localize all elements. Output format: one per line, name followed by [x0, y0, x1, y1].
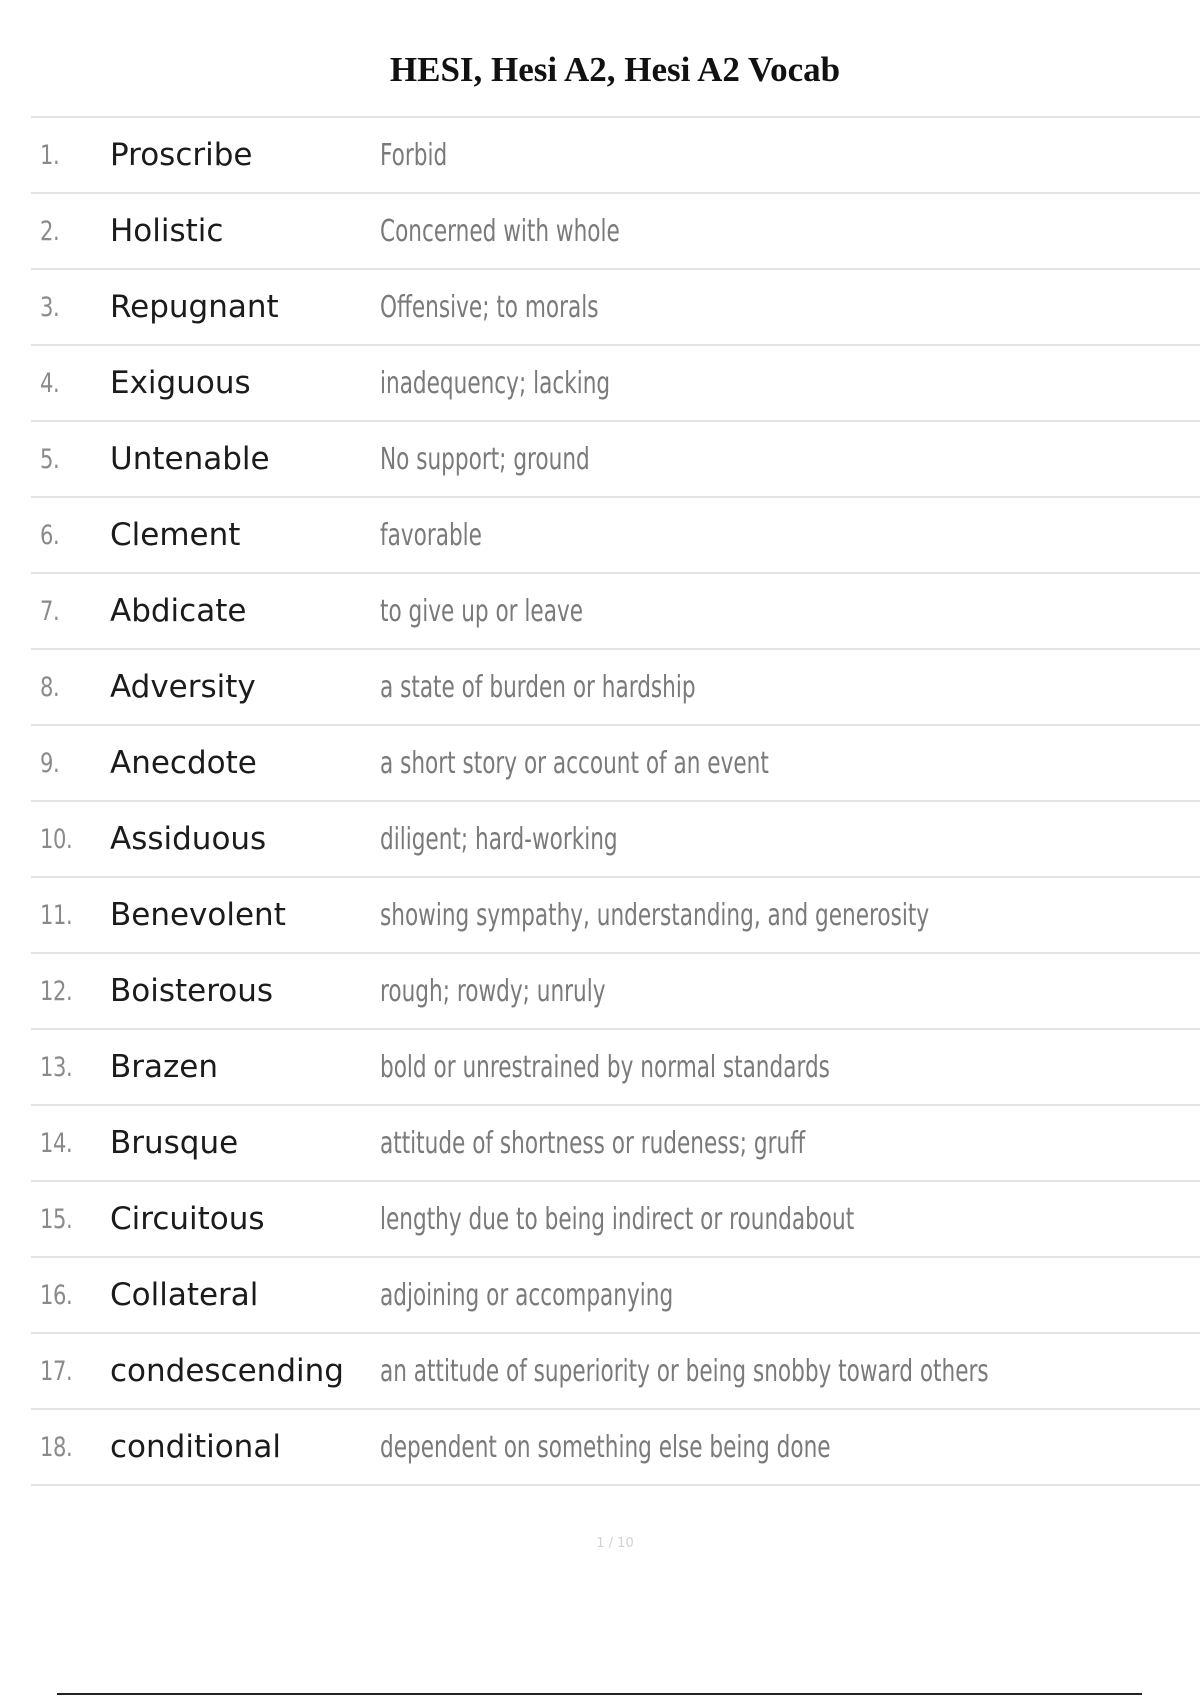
- row-number: 1.: [40, 139, 60, 171]
- table-row: [31, 194, 1200, 270]
- vocab-definition: Concerned with whole: [380, 213, 620, 249]
- vocab-definition: No support; ground: [380, 441, 590, 477]
- vocab-term: Proscribe: [110, 137, 253, 173]
- page-indicator: 1 / 10: [596, 1536, 634, 1551]
- table-row: [31, 954, 1200, 1030]
- vocab-definition: attitude of shortness or rudeness; gruff: [380, 1125, 806, 1161]
- row-number: 3.: [40, 291, 60, 323]
- vocab-term: Abdicate: [110, 593, 247, 629]
- table-row: [31, 422, 1200, 498]
- table-row: [31, 498, 1200, 574]
- row-number: 12.: [40, 975, 73, 1007]
- vocab-definition: an attitude of superiority or being snobby toward others: [380, 1353, 989, 1389]
- vocab-term: Circuitous: [110, 1201, 265, 1237]
- table-row: [31, 1410, 1200, 1486]
- vocab-term: Collateral: [110, 1277, 259, 1313]
- row-number: 6.: [40, 519, 60, 551]
- table-row: [31, 574, 1200, 650]
- vocab-term: Clement: [110, 517, 241, 553]
- page-title: HESI, Hesi A2, Hesi A2 Vocab: [389, 50, 841, 89]
- row-number: 18.: [40, 1431, 73, 1463]
- vocab-term: Exiguous: [110, 365, 251, 401]
- vocab-definition: a short story or account of an event: [380, 745, 769, 781]
- vocab-definition: Offensive; to morals: [380, 289, 599, 325]
- table-row: [31, 270, 1200, 346]
- vocab-term: condescending: [110, 1353, 344, 1389]
- vocab-term: conditional: [110, 1429, 281, 1465]
- vocab-definition: Forbid: [380, 137, 448, 173]
- table-row: [31, 1258, 1200, 1334]
- vocab-definition: a state of burden or hardship: [380, 669, 696, 705]
- table-row: [31, 726, 1200, 802]
- vocab-term: Brazen: [110, 1049, 219, 1085]
- vocab-definition: diligent; hard-working: [380, 821, 618, 857]
- vocab-definition: lengthy due to being indirect or roundabout: [380, 1201, 855, 1237]
- row-number: 13.: [40, 1051, 73, 1083]
- table-row: [31, 1182, 1200, 1258]
- row-number: 10.: [40, 823, 73, 855]
- table-row: [31, 802, 1200, 878]
- row-number: 7.: [40, 595, 60, 627]
- row-number: 2.: [40, 215, 60, 247]
- row-number: 17.: [40, 1355, 73, 1387]
- row-number: 15.: [40, 1203, 73, 1235]
- table-row: [31, 346, 1200, 422]
- vocab-term: Anecdote: [110, 745, 257, 781]
- row-number: 8.: [40, 671, 60, 703]
- vocab-table: [31, 116, 1200, 1486]
- vocab-definition: bold or unrestrained by normal standards: [380, 1049, 830, 1085]
- row-number: 14.: [40, 1127, 73, 1159]
- row-number: 9.: [40, 747, 60, 779]
- table-row: [31, 878, 1200, 954]
- vocab-definition: rough; rowdy; unruly: [380, 973, 606, 1009]
- vocab-term: Repugnant: [110, 289, 279, 325]
- row-number: 16.: [40, 1279, 73, 1311]
- row-number: 4.: [40, 367, 60, 399]
- table-row: [31, 118, 1200, 194]
- vocab-term: Holistic: [110, 213, 224, 249]
- vocab-term: Untenable: [110, 441, 270, 477]
- vocab-definition: showing sympathy, understanding, and generosity: [380, 897, 930, 933]
- bottom-divider: [57, 1693, 1142, 1695]
- row-number: 11.: [40, 899, 73, 931]
- vocab-term: Benevolent: [110, 897, 286, 933]
- table-row: [31, 1030, 1200, 1106]
- vocab-term: Brusque: [110, 1125, 239, 1161]
- vocab-definition: favorable: [380, 517, 482, 553]
- vocab-definition: to give up or leave: [380, 593, 584, 629]
- table-row: [31, 1334, 1200, 1410]
- table-row: [31, 650, 1200, 726]
- vocab-term: Boisterous: [110, 973, 274, 1009]
- vocab-term: Assiduous: [110, 821, 267, 857]
- vocab-definition: inadequency; lacking: [380, 365, 611, 401]
- row-number: 5.: [40, 443, 60, 475]
- table-row: [31, 1106, 1200, 1182]
- vocab-term: Adversity: [110, 669, 256, 705]
- vocab-definition: adjoining or accompanying: [380, 1277, 674, 1313]
- vocab-definition: dependent on something else being done: [380, 1429, 831, 1465]
